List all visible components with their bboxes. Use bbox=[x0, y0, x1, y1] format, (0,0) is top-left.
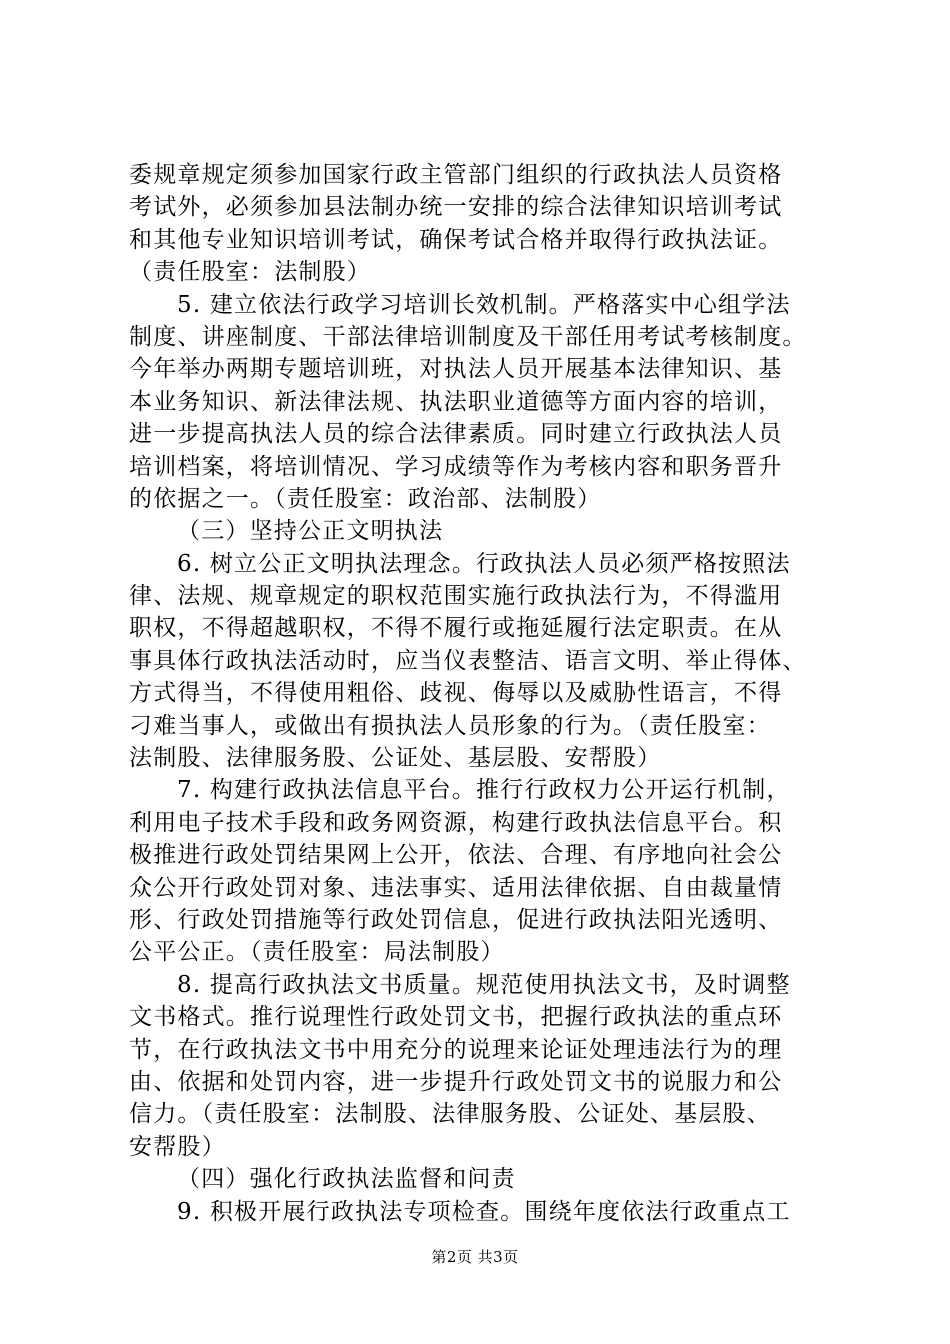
text-line: 职权，不得超越职权，不得不履行或拖延履行法定职责。在从 bbox=[129, 615, 783, 642]
text-line: 5. 建立依法行政学习培训长效机制。严格落实中心组学法 bbox=[177, 291, 791, 318]
text-line: 法制股、法律服务股、公证处、基层股、安帮股） bbox=[129, 745, 662, 772]
text-line: （三）坚持公正文明执法 bbox=[177, 518, 444, 545]
text-line: 委规章规定须参加国家行政主管部门组织的行政执法人员资格 bbox=[129, 162, 783, 188]
text-line: （四）强化行政执法监督和问责 bbox=[177, 1166, 516, 1193]
text-line: 文书格式。推行说理性行政处罚文书，把握行政执法的重点环 bbox=[129, 1004, 783, 1031]
text-line: 公平公正。（责任股室：局法制股） bbox=[129, 939, 505, 966]
text-line: 利用电子技术手段和政务网资源，构建行政执法信息平台。积 bbox=[129, 809, 783, 836]
text-line: 制度、讲座制度、干部法律培训制度及干部任用考试考核制度。 bbox=[129, 323, 807, 350]
text-line: 节，在行政执法文书中用充分的说理来论证处理违法行为的理 bbox=[129, 1036, 783, 1063]
text-line: 众公开行政处罚对象、违法事实、适用法律依据、自由裁量情 bbox=[129, 874, 783, 901]
document-body bbox=[129, 159, 849, 1228]
text-line: 方式得当，不得使用粗俗、歧视、侮辱以及威胁性语言，不得 bbox=[129, 680, 783, 707]
text-line: 刁难当事人，或做出有损执法人员形象的行为。（责任股室： bbox=[129, 712, 771, 739]
text-line: 9. 积极开展行政执法专项检查。围绕年度依法行政重点工 bbox=[177, 1198, 791, 1225]
text-line: 6. 树立公正文明执法理念。行政执法人员必须严格按照法 bbox=[177, 550, 791, 577]
text-line: 考试外，必须参加县法制办统一安排的综合法律知识培训考试 bbox=[129, 194, 783, 221]
text-line: 事具体行政执法活动时，应当仪表整洁、语言文明、举止得体、 bbox=[129, 647, 807, 674]
text-line: 本业务知识、新法律法规、执法职业道德等方面内容的培训， bbox=[129, 388, 783, 415]
text-line: 培训档案，将培训情况、学习成绩等作为考核内容和职务晋升 bbox=[129, 453, 783, 480]
text-line: 形、行政处罚措施等行政处罚信息，促进行政执法阳光透明、 bbox=[129, 906, 783, 933]
text-line: 安帮股） bbox=[129, 1133, 226, 1160]
text-line: （责任股室：法制股） bbox=[129, 259, 371, 286]
text-line: 律、法规、规章规定的职权范围实施行政执法行为，不得滥用 bbox=[129, 583, 783, 610]
text-line: 由、依据和处罚内容，进一步提升行政处罚文书的说服力和公 bbox=[129, 1068, 783, 1095]
text-line: 今年举办两期专题培训班，对执法人员开展基本法律知识、基 bbox=[129, 356, 783, 383]
page-number-footer: 第2页 共3页 bbox=[431, 1248, 519, 1266]
text-line: 的依据之一。（责任股室：政治部、法制股） bbox=[129, 485, 602, 512]
text-line: 极推进行政处罚结果网上公开，依法、合理、有序地向社会公 bbox=[129, 842, 783, 869]
text-line: 进一步提高执法人员的综合法律素质。同时建立行政执法人员 bbox=[129, 421, 783, 448]
text-line: 8. 提高行政执法文书质量。规范使用执法文书，及时调整 bbox=[177, 971, 791, 998]
text-line: 7. 构建行政执法信息平台。推行行政权力公开运行机制， bbox=[177, 777, 791, 804]
text-line: 信力。（责任股室：法制股、法律服务股、公证处、基层股、 bbox=[129, 1101, 771, 1128]
text-line: 和其他专业知识培训考试，确保考试合格并取得行政执法证。 bbox=[129, 226, 783, 253]
